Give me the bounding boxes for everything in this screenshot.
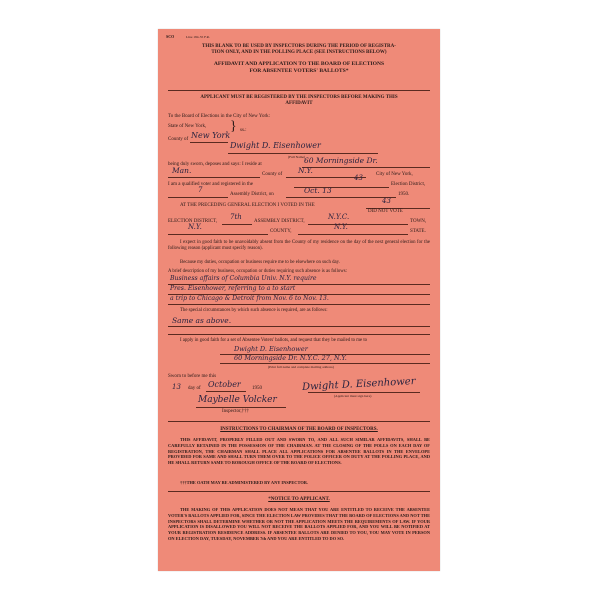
brief-description-label: A brief description of my business, occupation or duties requiring such absence is as follows: [168,269,347,274]
inspector-label: Inspector,††† [222,409,250,414]
sworn-month-handwritten: October [208,380,241,389]
special-circumstances-label: The special circumstances by which such absence is required, are as follows: [180,308,328,313]
mailing-caption: (Print full name and complete mailing address) [268,365,334,369]
day-of-text: day of [188,386,201,391]
sworn-day-handwritten: 13 [172,383,181,391]
sworn-before-text: Sworn to before me this [168,374,217,379]
form-title-line2: FOR ABSENTEE VOTERS' BALLOTS* [249,68,349,74]
applicant-name-handwritten: Dwight D. Eisenhower [230,141,321,150]
special-underline [168,326,430,327]
election-district-caps: ELECTION DISTRICT, [168,219,218,224]
ss-text: ss.: [240,128,247,133]
brace: } [230,119,237,134]
county-handwritten-2: N.Y. [298,166,313,175]
sworn-statement: being duly sworn, deposes and says: I reside at [168,162,262,167]
business-description-line3: a trip to Chicago & Detroit from Nov. 6 to Nov. 13. [170,295,329,302]
prev-ad-handwritten: 7th [230,213,242,221]
special-circumstances-handwritten: Same as above. [172,316,232,325]
election-district-handwritten: 43 [354,174,363,182]
instructions-body: THIS AFFIDAVIT, PROPERLY FILLED OUT AND SWORN TO, AND ALL SUCH SIMILAR AFFIDAVITS, SHALL BE CAREFULLY RETAINED IN THE POSSESSION OF THE CHAIRMAN. AT THE CLOSING OF THE POLLS ON EACH DAY OF REGISTRATION, THE CHAIRMAN SHALL PLACE ALL APPLICATIONS FOR ABSENTEE BALLOTS IN THE ENVELOPE PROVIDED FOR SAME AND SHALL TURN THEM OVER TO THE POLICE OFFICER ON DUTY AT THE POLLING PLACE, AND HE SHALL RETURN SAME TO BOROUGH OFFICE OF THE BOARD OF ELECTIONS. [168,437,430,466]
apply-ballots-paragraph: I apply in good faith for a set of Absentee Voters' ballots, and request that they be mailed to me to [180,338,368,343]
applicant-sign-caption: (Applicant must sign here) [334,394,372,398]
county-label: County of [168,137,189,142]
applicant-signature: Dwight D. Eisenhower [301,376,416,393]
form-title-line1: AFFIDAVIT AND APPLICATION TO THE BOARD OF ELECTIONS [213,61,385,67]
business-underline-3 [168,304,430,305]
special-underline-2 [168,334,430,335]
county-handwritten-3: N.Y. [188,223,202,231]
printer-logo: SCO [166,34,175,39]
assembly-district-label: Assembly District, on [230,192,274,197]
state-underline [298,234,408,235]
notice-title: *NOTICE TO APPLICANT. [268,497,330,502]
preceding-election-text: AT THE PRECEDING GENERAL ELECTION I VOTED IN THE [180,203,315,208]
county-underline [190,142,228,143]
qualified-voter-text: I am a qualified voter and registered in the [168,182,253,187]
usage-notice-line1: THIS BLANK TO BE USED BY INSPECTORS DURING THE PERIOD OF REGISTRA- [202,44,396,49]
county-handwritten: New York [191,131,231,140]
assembly-district-handwritten: 7 [198,186,203,194]
full-name-caption: (Full Name) [288,155,306,159]
county3-underline [168,234,268,235]
year-text: 1950. [398,192,410,197]
town-handwritten: N.Y.C. [328,213,350,221]
inspector-signature: Maybelle Volcker [198,395,277,405]
city-underline [168,177,260,178]
state-text: State of New York, [168,124,207,129]
absentee-ballot-affidavit-form [158,29,440,571]
state-handwritten: N.Y. [334,223,348,231]
county-caps: COUNTY, [270,229,292,234]
assembly-district-caps: ASSEMBLY DISTRICT, [254,219,305,224]
month-underline [206,391,246,392]
town-underline [308,224,408,225]
duties-paragraph: Because my duties, occupation or business require me to be elsewhere on such day. [180,260,340,265]
sworn-year: 1950 [252,386,262,391]
instructions-title: INSTRUCTIONS TO CHAIRMAN OF THE BOARD OF INSPECTORS. [220,427,378,432]
mailing-name-handwritten: Dwight D. Eisenhower [234,345,308,353]
city-of-ny-label: City of New York, [376,172,413,177]
business-description-line1: Business affairs of Columbia Univ. N.Y. require [170,275,317,282]
ad-underline [168,197,228,198]
divider [168,421,430,422]
expect-absent-paragraph: I expect in good faith to be unavoidably absent from the County of my residence on the day of the next general election for the following reason (applicant must specify reason). [168,240,430,252]
business-description-line2: Pres. Eisenhower, referring to a to start [170,285,296,292]
oath-note: †††THE OATH MAY BE ADMINISTERED BY ANY INSPECTOR. [180,480,308,485]
registration-date-handwritten: Oct. 13 [304,186,332,195]
town-label: TOWN, [410,219,427,224]
election-district-label: Election District, [391,182,426,187]
address-underline [302,167,430,168]
registration-notice-line1: APPLICANT MUST BE REGISTERED BY THE INSPECTORS BEFORE MAKING THIS [200,95,398,100]
registration-notice-line2: AFFIDAVIT [285,101,313,106]
divider [168,90,430,91]
prev-ad-underline [222,224,252,225]
city-handwritten: Man. [172,166,192,175]
date-underline [286,197,396,198]
address-handwritten: 60 Morningside Dr. [304,156,378,165]
prev-ed-handwritten: 43 [382,197,391,205]
usage-notice-line2: TION ONLY, AND IN THE POLLING PLACE (SEE INSTRUCTIONS BELOW) [211,50,387,55]
form-number: Line 184-55 F.R. [186,35,210,39]
divider [168,491,430,492]
inspector-signature-line [196,407,286,408]
mailing-address-handwritten: 60 Morningside Dr. N.Y.C. 27, N.Y. [234,354,347,362]
county-label-2: County of [262,172,283,177]
to-board-text: To the Board of Elections in the City of New York: [168,114,270,119]
state-caps: STATE. [410,229,426,234]
did-not-vote-text: DID NOT VOTE [368,209,403,214]
notice-body: THE MAKING OF THIS APPLICATION DOES NOT MEAN THAT YOU ARE ENTITLED TO RECEIVE THE ABSENTEE VOTER'S BALLOTS APPLIED FOR, SINCE THE ELECTION LAW PROVIDES THAT THE BOARD OF ELECTIONS AND NOT THE INSPECTORS SHALL DETERMINE WHETHER OR NOT THE APPLICATION MEETS THE REQUIREMENTS OF LAW. IF YOUR APPLICATION IS DISALLOWED YOU WILL NOT RECEIVE THE BALLOTS APPLIED FOR, AND YOU WILL BE NOTIFIED AT YOUR REGISTRATION RESIDENCE ADDRESS. IF ABSENTEE BALLOTS ARE DENIED TO YOU, YOU MAY VOTE IN PERSON ON ELECTION DAY, TUESDAY, NOVEMBER 7th AND YOU ARE ENTITLED TO DO SO. [168,507,430,541]
